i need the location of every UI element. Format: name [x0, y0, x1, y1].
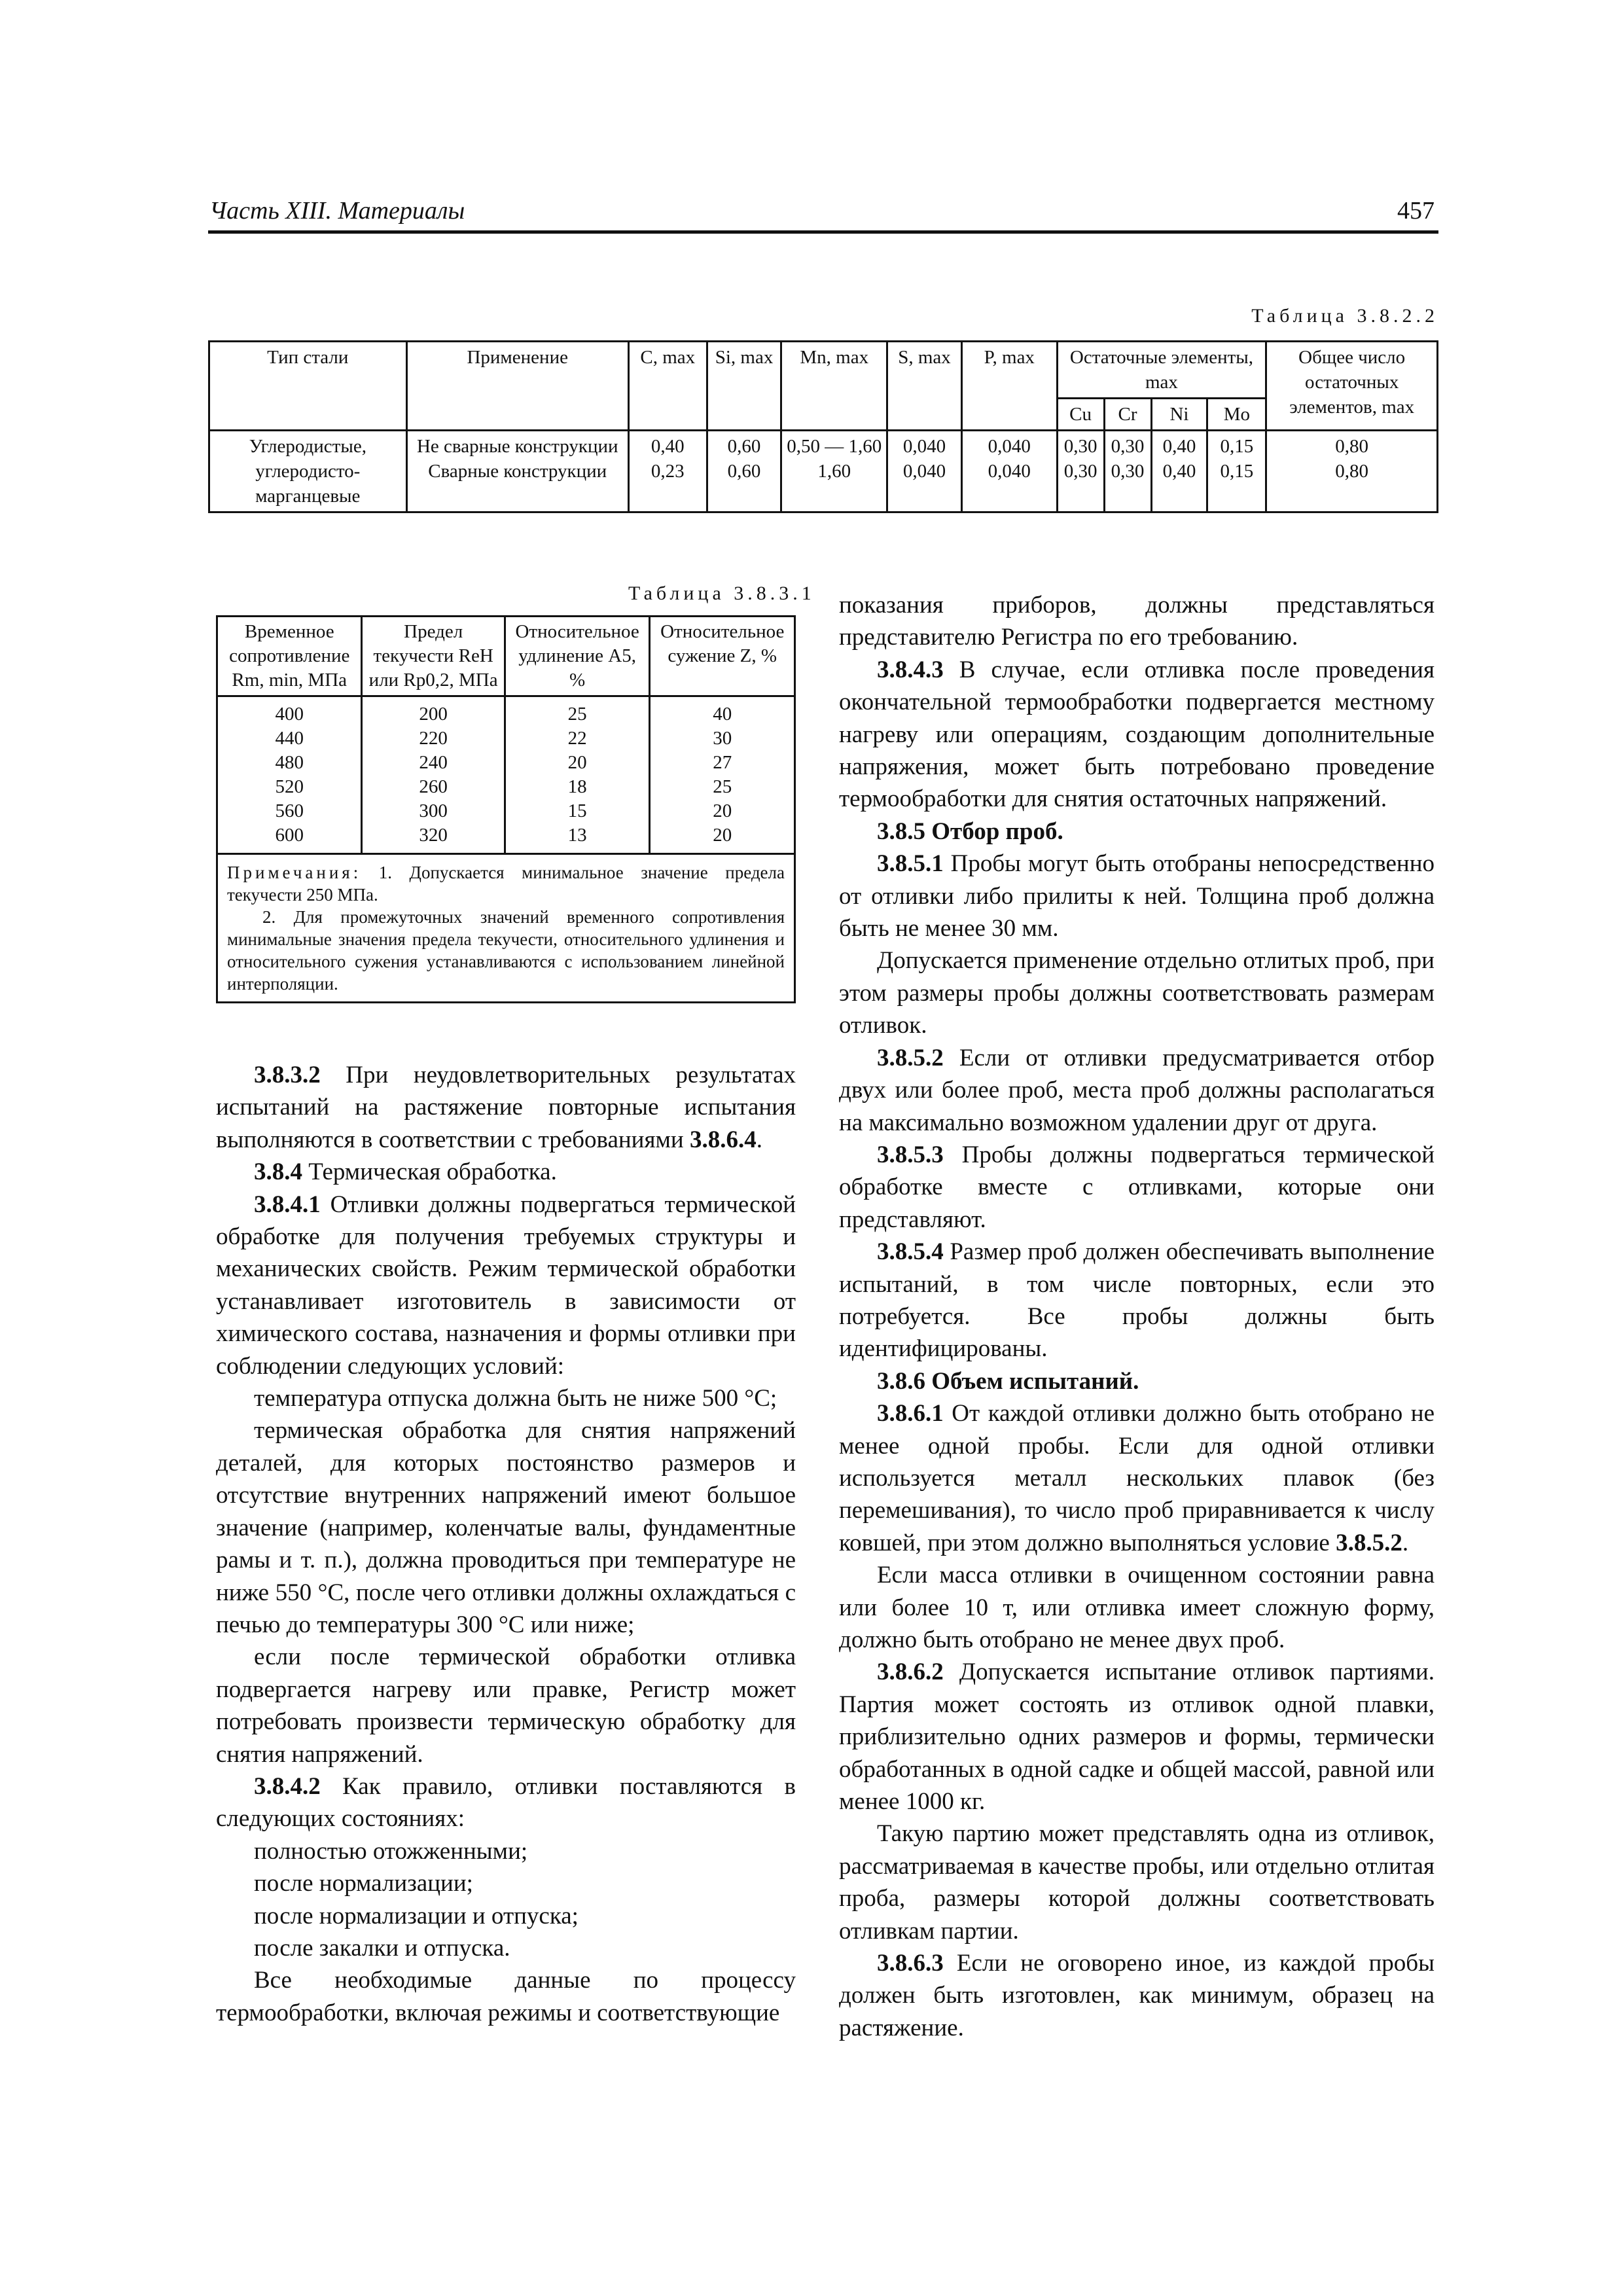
header-cr: Cr — [1104, 399, 1151, 431]
table2-caption: Таблица 3.8.3.1 — [628, 583, 815, 604]
paragraph: Если масса отливки в очищенном состоянии равна или более 10 т, или отливка имеет сложную форму, должно быть отобрано не менее двух проб. — [839, 1562, 1435, 1653]
table-row — [209, 431, 1438, 512]
list-item: после нормализации; — [254, 1870, 473, 1897]
header-yield-strength: Предел текучести ReH или Rp0,2, МПа — [362, 617, 505, 696]
cell-p: 0,040 0,040 — [961, 431, 1057, 512]
header-total: Общее число остаточных элементов, max — [1266, 342, 1438, 431]
paragraph: 3.8.5.1 Пробы могут быть отобраны непосредственно от отливки либо прилиты к ней. Толщина проб должна быть не менее 30 мм. — [839, 850, 1435, 942]
header-si: Si, max — [707, 342, 781, 431]
page-number: 457 — [1397, 197, 1435, 224]
col-tensile: 400 440 480 520 560 600 — [217, 696, 362, 854]
cell-s: 0,040 0,040 — [887, 431, 962, 512]
header-mn: Mn, max — [781, 342, 887, 431]
notes-label: Примечания: — [227, 863, 362, 882]
cell-steel-type: Углеродистые, углеродисто- марганцевые — [209, 431, 407, 512]
paragraph: 3.8.4.1 Отливки должны подвергаться термической обработке для получения требуемых структуры и механических свойств. Режим термической обработки устанавливает изготовитель в зависимости от химического состава, назначения и формы отливки при соблюдении следующих условий: — [216, 1191, 796, 1380]
section-heading: 3.8.5 Отбор проб. — [877, 817, 1063, 845]
cell-c: 0,40 0,23 — [628, 431, 707, 512]
header-c: C, max — [628, 342, 707, 431]
cell-cr: 0,30 0,30 — [1104, 431, 1151, 512]
chemical-composition-table — [208, 340, 1438, 513]
header-s: S, max — [887, 342, 962, 431]
cell-mo: 0,15 0,15 — [1207, 431, 1266, 512]
list-item: после закалки и отпуска. — [254, 1934, 510, 1962]
header-rule — [208, 230, 1438, 234]
header-mo: Mo — [1207, 399, 1266, 431]
paragraph: 3.8.5.4 Размер проб должен обеспечивать выполнение испытаний, в том числе повторных, если это потребуется. Все пробы должны быть идентифицированы. — [839, 1238, 1435, 1363]
section-heading: 3.8.6 Объем испытаний. — [877, 1367, 1139, 1395]
header-elongation: Относительное удлинение A5, % — [505, 617, 650, 696]
cell-ni: 0,40 0,40 — [1151, 431, 1207, 512]
paragraph: Допускается применение отдельно отлитых проб, при этом размеры пробы должны соответствовать размерам отливок. — [839, 947, 1435, 1039]
page-header — [208, 196, 1438, 232]
paragraph: 3.8.6.2 Допускается испытание отливок партиями. Партия может состоять из отливок одной плавки, приблизительно одних размеров и формы, термически обработанных в одной садке и общей массой, равной или менее 1000 кг. — [839, 1659, 1435, 1816]
note-1: 1. Допускается минимальное значение предела текучести 250 МПа. — [227, 863, 785, 905]
table2-header-row — [217, 617, 795, 696]
paragraph: если после термической обработки отливка подвергается нагреву или правке, Регистр может потребовать произвести термическую обработку для снятия напряжений. — [216, 1643, 796, 1768]
header-cu: Cu — [1057, 399, 1104, 431]
col-reduction: 40 30 27 25 20 20 — [650, 696, 795, 854]
table1-caption: Таблица 3.8.2.2 — [1251, 305, 1438, 327]
table2-notes — [217, 854, 795, 1003]
paragraph: 3.8.4.2 Как правило, отливки поставляются в следующих состояниях: — [216, 1772, 796, 1833]
col-elongation: 25 22 20 18 15 13 — [505, 696, 650, 854]
header-reduction: Относительное сужение Z, % — [650, 617, 795, 696]
running-title: Часть XIII. Материалы — [209, 197, 465, 224]
paragraph: 3.8.3.2 При неудовлетворительных результатах испытаний на растяжение повторные испытания выполняются в соответствии с требованиями 3.8.6.4. — [216, 1062, 796, 1153]
header-residual: Остаточные элементы, max — [1057, 342, 1266, 399]
right-column — [839, 589, 1435, 2044]
paragraph: 3.8.4.3 В случае, если отливка после проведения окончательной термообработки подвергается местному нагреву или операциям, создающим дополнительные напряжения, может быть потребовано проведение термообработки для снятия остаточных напряжений. — [839, 656, 1435, 813]
header-steel-type: Тип стали — [209, 342, 407, 431]
cell-cu: 0,30 0,30 — [1057, 431, 1104, 512]
cell-si: 0,60 0,60 — [707, 431, 781, 512]
mechanical-properties-table — [216, 615, 796, 1003]
table2-notes-row — [217, 854, 795, 1003]
paragraph: 3.8.5.2 Если от отливки предусматривается отбор двух или более проб, места проб должны располагаться на максимально возможном удалении друг от друга. — [839, 1044, 1435, 1136]
cell-total: 0,80 0,80 — [1266, 431, 1438, 512]
list-item: после нормализации и отпуска; — [254, 1902, 579, 1929]
list-item: полностью отожженными; — [254, 1837, 528, 1865]
table2-body — [217, 696, 795, 854]
section-heading: 3.8.4 Термическая обработка. — [254, 1158, 557, 1186]
header-application: Применение — [406, 342, 628, 431]
paragraph: 3.8.6.3 Если не оговорено иное, из каждой пробы должен быть изготовлен, как минимум, образец на растяжение. — [839, 1950, 1435, 2041]
cell-application: Не сварные конструкции Сварные конструкции — [406, 431, 628, 512]
paragraph: Такую партию может представлять одна из отливок, рассматриваемая в качестве пробы, или отдельно отлитая проба, размеры которой должны соответствовать отливкам партии. — [839, 1820, 1435, 1945]
paragraph: показания приборов, должны представляться представителю Регистра по его требованию. — [839, 592, 1435, 651]
paragraph: термическая обработка для снятия напряжений деталей, для которых постоянство размеров и отсутствие внутренних напряжений имеют большое значение (например, коленчатые валы, фундаментные рамы и т. п.), должна проводиться при температуре не ниже 550 °С, после чего отливки должны охлаждаться с печью до температуры 300 °С или ниже; — [216, 1417, 796, 1638]
header-p: P, max — [961, 342, 1057, 431]
left-column — [216, 1059, 796, 2029]
paragraph: 3.8.5.3 Пробы должны подвергаться термической обработке вместе с отливками, которые они представляют. — [839, 1141, 1435, 1233]
header-tensile-strength: Временное сопротивление Rm, min, МПа — [217, 617, 362, 696]
paragraph: температура отпуска должна быть не ниже 500 °С; — [254, 1385, 777, 1412]
paragraph: Все необходимые данные по процессу термообработки, включая режимы и соответствующие — [216, 1967, 796, 2026]
cell-mn: 0,50 — 1,60 1,60 — [781, 431, 887, 512]
note-2: 2. Для промежуточных значений временного сопротивления минимальные значения предела текучести, относительного удлинения и относительного сужения устанавливаются с использованием линейной интерполяции. — [227, 907, 785, 994]
header-ni: Ni — [1151, 399, 1207, 431]
paragraph: 3.8.6.1 От каждой отливки должно быть отобрано не менее одной пробы. Если для одной отливки используется металл нескольких плавок (без перемешивания), то число проб приравнивается к числу ковшей, при этом должно выполняться условие 3.8.5.2. — [839, 1400, 1435, 1556]
col-yield: 200 220 240 260 300 320 — [362, 696, 505, 854]
table1-header-row — [209, 342, 1438, 399]
